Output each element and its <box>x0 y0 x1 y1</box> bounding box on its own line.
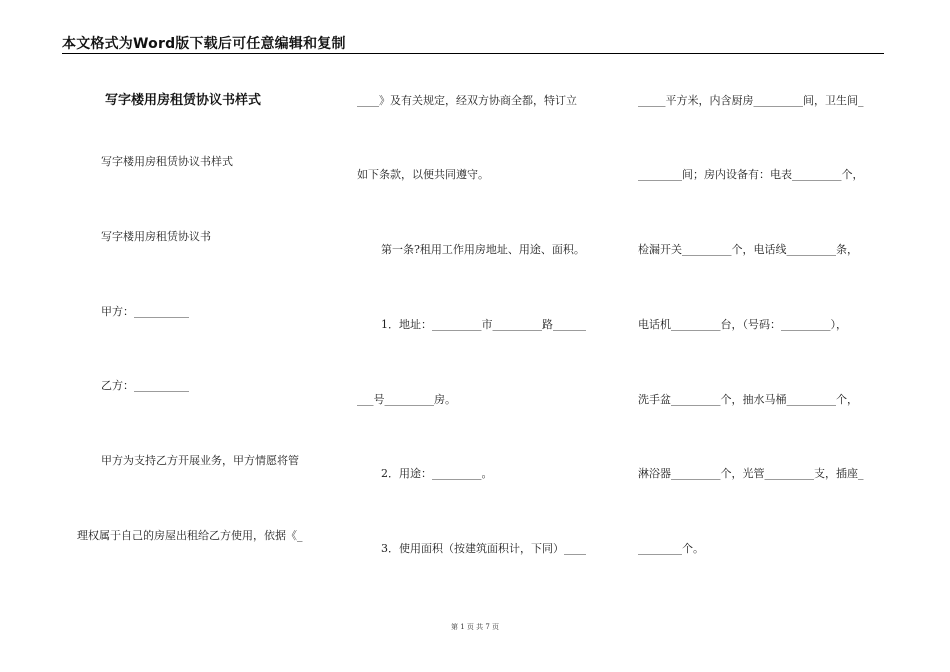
address-line: ___号_________房。 <box>357 393 456 406</box>
page-number: 第 1 页 共 7 页 <box>450 623 500 631</box>
usage-line: 2．用途：_________。 <box>381 467 493 480</box>
paragraph-line: 电话机_________台，（号码：_________）， <box>638 318 847 331</box>
page-header <box>62 33 884 54</box>
header-text: 本文格式为Word版下载后可任意编辑和复制 <box>62 36 346 52</box>
paragraph-line: 甲方为支持乙方开展业务，甲方情愿将管 <box>101 454 299 467</box>
party-b-line: 乙方：__________ <box>101 379 189 392</box>
paragraph-line: ____》及有关规定，经双方协商全都，特订立 <box>357 94 577 107</box>
paragraph-line: _____平方米，内含厨房_________间，卫生间_ <box>638 94 864 107</box>
paragraph-line: 检漏开关_________个，电话线_________条， <box>638 243 858 256</box>
paragraph-line: 写字楼用房租赁协议书样式 <box>101 155 233 168</box>
paragraph-line: 理权属于自己的房屋出租给乙方使用，依据《_ <box>77 529 303 542</box>
paragraph-line: 淋浴器_________个，光管_________支，插座_ <box>638 467 864 480</box>
document-title: 写字楼用房租赁协议书样式 <box>105 93 262 108</box>
area-line: 3．使用面积（按建筑面积计，下同）____ <box>381 542 586 555</box>
address-line: 1．地址：_________市_________路______ <box>381 318 586 331</box>
paragraph-line: 写字楼用房租赁协议书 <box>101 230 211 243</box>
article-heading: 第一条?租用工作用房地址、用途、面积。 <box>381 243 585 256</box>
paragraph-line: 如下条款，以便共同遵守。 <box>357 168 489 181</box>
paragraph-line: ________个。 <box>638 542 704 555</box>
paragraph-line: ________间；房内设备有：电表_________个， <box>638 168 864 181</box>
party-a-line: 甲方：__________ <box>101 305 189 318</box>
paragraph-line: 洗手盆_________个，抽水马桶_________个， <box>638 393 858 406</box>
